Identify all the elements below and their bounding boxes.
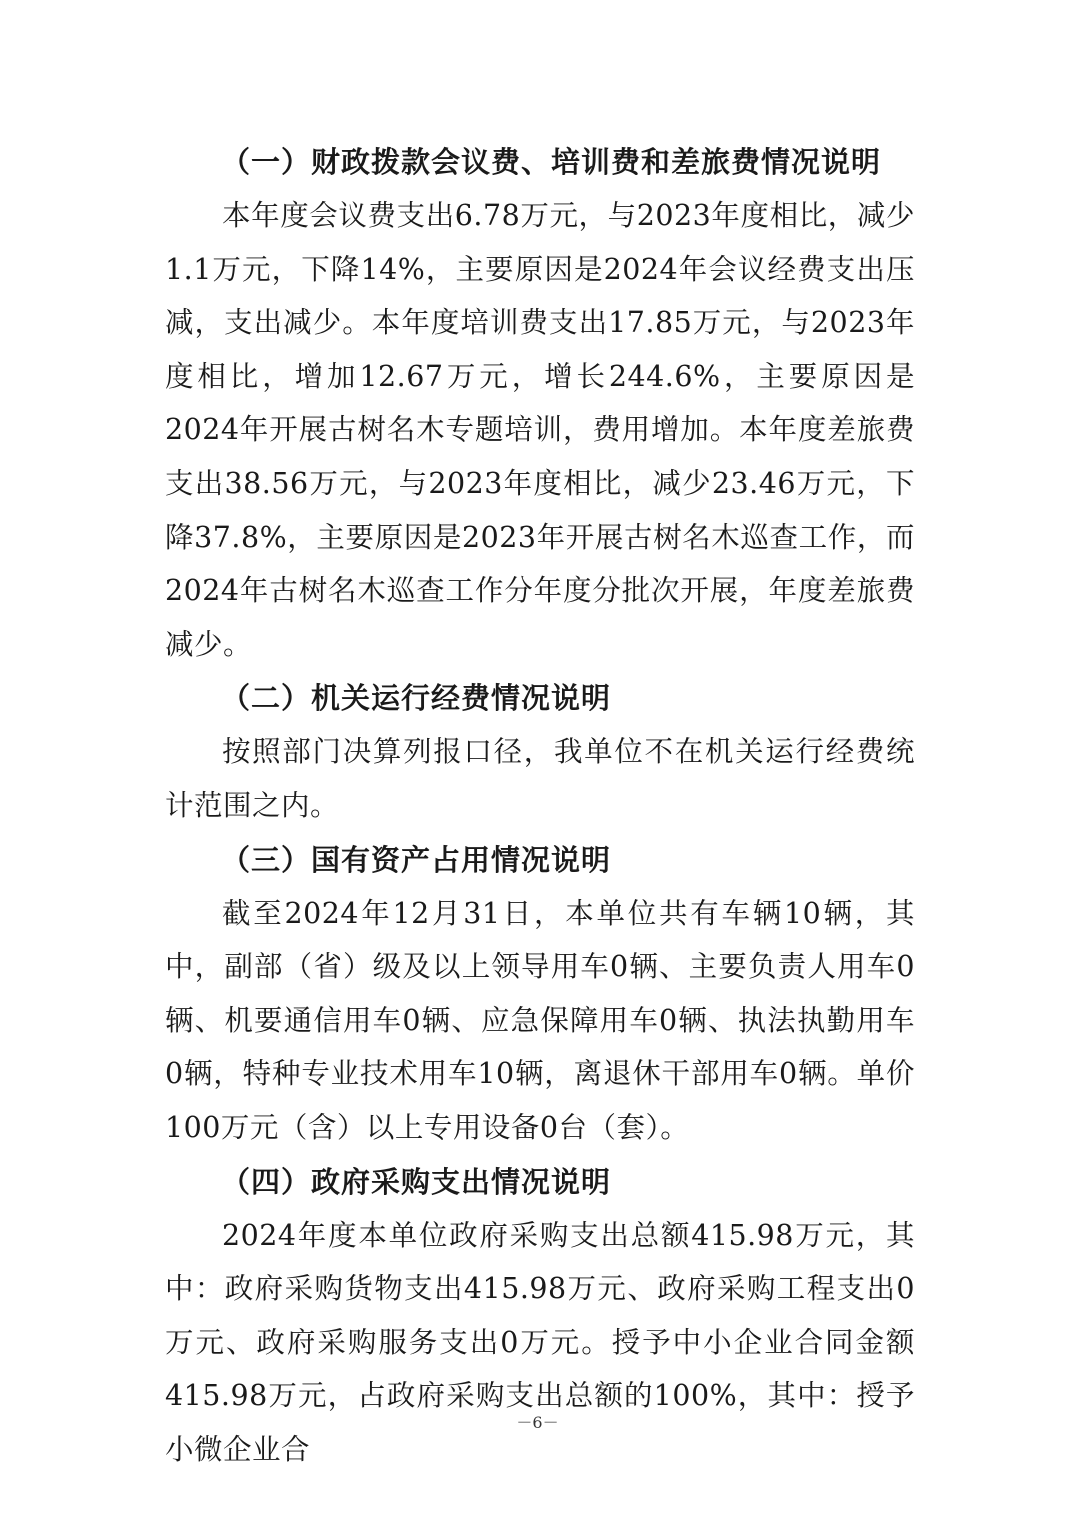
section-body-1: 本年度会议费支出6.78万元，与2023年度相比，减少1.1万元，下降14%，主要原因是2024年会议经费支出压减，支出减少。本年度培训费支出17.85万元，与2023年度相比，增加12.67万元，增长244.6%，主要原因是2024年开展古树名木专题培训，费用增加。本年度差旅费支出38.56万元，与2023年度相比，减少23.46万元，下降37.8%，主要原因是2023年开展古树名木巡查工作，而2024年古树名木巡查工作分年度分批次开展，年度差旅费减少。 <box>165 199 915 661</box>
section-body-2: 按照部门决算列报口径，我单位不在机关运行经费统计范围之内。 <box>165 735 915 822</box>
section-heading-4: （四）政府采购支出情况说明 <box>221 1164 612 1199</box>
section-heading-3: （三）国有资产占用情况说明 <box>221 842 612 877</box>
section-heading-1: （一）财政拨款会议费、培训费和差旅费情况说明 <box>221 145 882 179</box>
document-page <box>165 135 915 1476</box>
section-body-3: 截至2024年12月31日，本单位共有车辆10辆，其中，副部（省）级及以上领导用车0辆、主要负责人用车0辆、机要通信用车0辆、应急保障用车0辆、执法执勤用车0辆，特种专业技术用车10辆，离退休干部用车0辆。单价100万元（含）以上专用设备0台（套）。 <box>165 896 915 1144</box>
section-heading-2: （二）机关运行经费情况说明 <box>221 681 612 716</box>
page-number: －6－ <box>516 1413 559 1432</box>
section-body-4: 2024年度本单位政府采购支出总额415.98万元，其中：政府采购货物支出415.98万元、政府采购工程支出0万元、政府采购服务支出0万元。授予中小企业合同金额415.98万元，占政府采购支出总额的100%，其中：授予小微企业合 <box>165 1218 915 1466</box>
